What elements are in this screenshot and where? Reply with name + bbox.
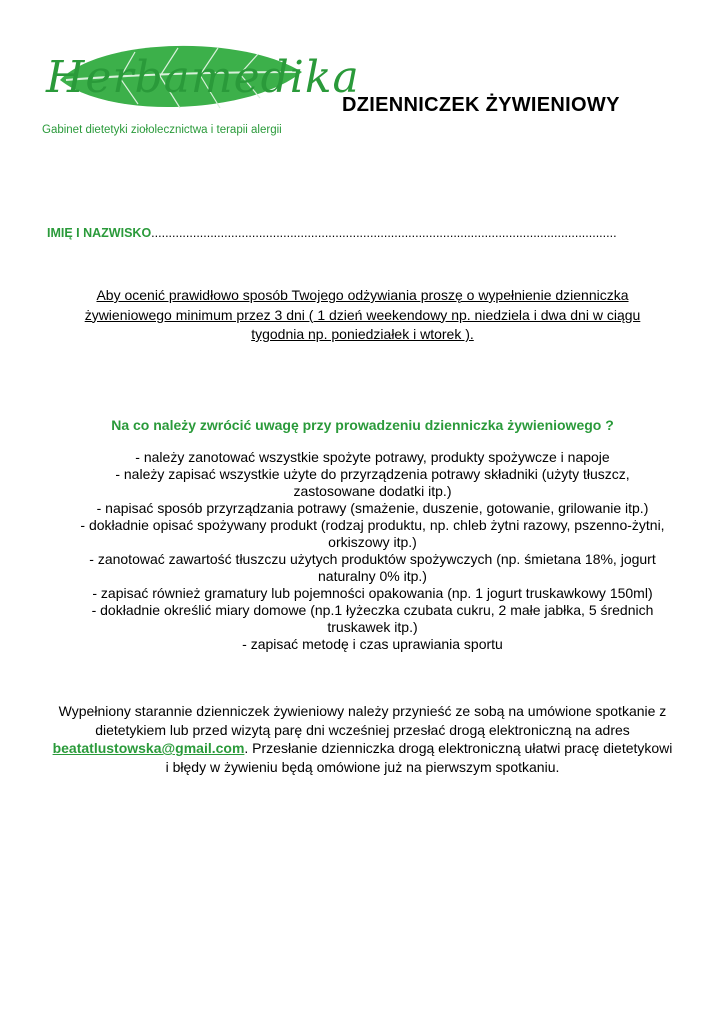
list-item: - napisać sposób przyrządzania potrawy (smażenie, duszenie, gotowanie, grilowanie itp.): [96, 500, 649, 516]
instructions-list: [50, 449, 695, 653]
list-item: - zanotować zawartość tłuszczu użytych produktów spożywczych (np. śmietana 18%, jogurt naturalny 0% itp.): [89, 551, 656, 584]
logo-text: Herbamedika: [46, 52, 360, 103]
name-dots: ......................................................................................................................................: [151, 226, 617, 240]
list-item: - dokładnie opisać spożywany produkt (rodzaj produktu, np. chleb żytni razowy, pszenno-żytni, orkiszowy itp.): [80, 517, 665, 550]
list-item: - dokładnie określić miary domowe (np.1 łyżeczka czubata cukru, 2 małe jabłka, 5 średnich truskawek itp.): [91, 602, 654, 635]
list-item: - należy zanotować wszystkie spożyte potrawy, produkty spożywcze i napoje: [135, 449, 610, 465]
closing-text-end: . Przesłanie dzienniczka drogą elektroniczną ułatwi pracę dietetykowi i błędy w żywieniu będą omówione już na pierwszym spotkaniu.: [165, 740, 673, 775]
closing-paragraph: [50, 702, 675, 776]
tagline: Gabinet dietetyki ziołolecznictwa i terapii alergii: [42, 124, 282, 136]
logo: [40, 38, 360, 118]
list-item: - zapisać również gramatury lub pojemności opakowania (np. 1 jogurt truskawkowy 150ml): [92, 585, 653, 601]
page-title: DZIENNICZEK ŻYWIENIOWY: [342, 94, 620, 116]
name-field[interactable]: [47, 226, 679, 240]
name-label: IMIĘ I NAZWISKO: [47, 226, 152, 240]
email-link[interactable]: beatatlustowska@gmail.com: [52, 740, 245, 756]
list-item: - zapisać metodę i czas uprawiania sportu: [242, 636, 503, 652]
closing-text-start: Wypełniony starannie dzienniczek żywieniowy należy przynieść ze sobą na umówione spotkanie z dietetykiem lub przed wizytą parę dni wcześniej przesłać drogą elektroniczną na adres: [58, 703, 667, 738]
section-title: Na co należy zwrócić uwagę przy prowadzeniu dzienniczka żywieniowego ?: [111, 417, 614, 433]
list-item: - należy zapisać wszystkie użyte do przyrządzenia potrawy składniki (użyty tłuszcz, zastosowane dodatki itp.): [115, 466, 630, 499]
intro-paragraph: Aby ocenić prawidłowo sposób Twojego odżywiania proszę o wypełnienie dzienniczka żywieniowego minimum przez 3 dni ( 1 dzień weekendowy np. niedziela i dwa dni w ciągu tygodnia np. poniedziałek i wtorek ).: [84, 287, 641, 342]
